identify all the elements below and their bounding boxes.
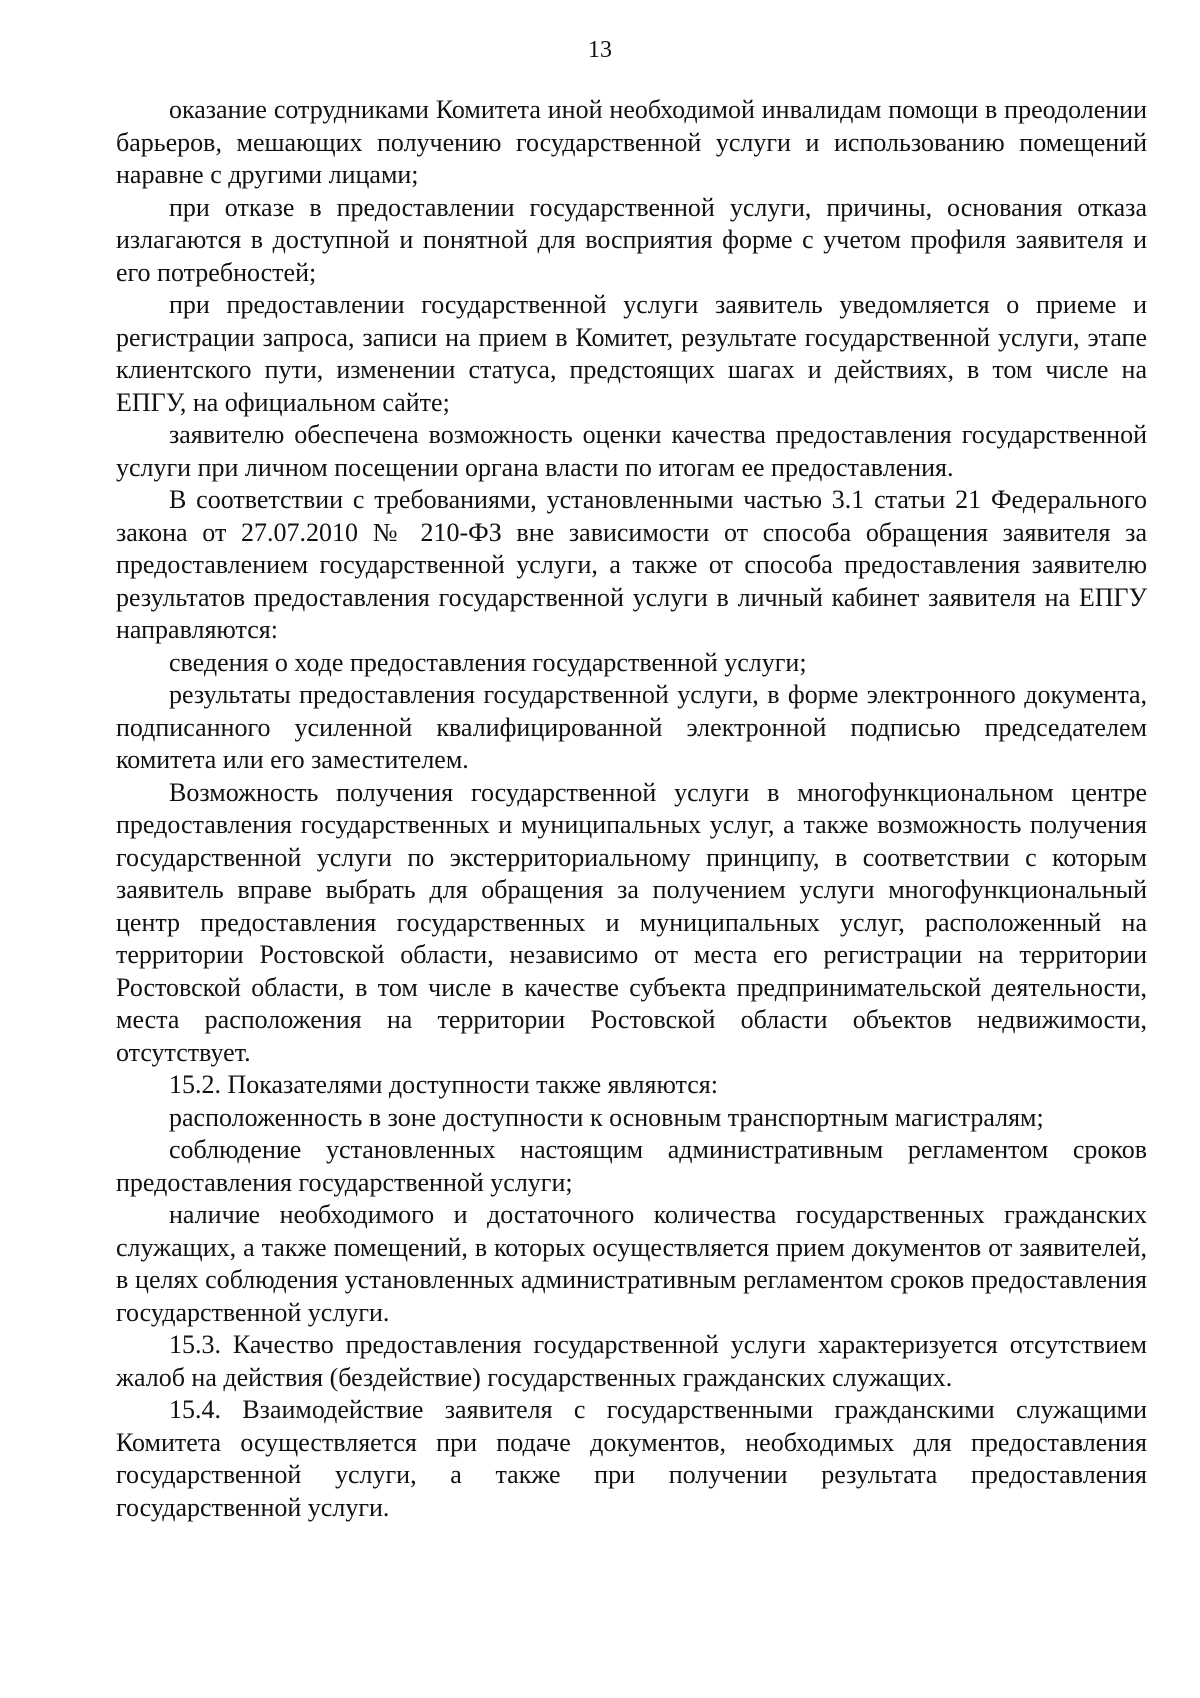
paragraph: наличие необходимого и достаточного количества государственных гражданских служащих, а также помещений, в которых осуществляется прием документов от заявителей, в целях соблюдения установленных административным регламентом сроков предоставления государственной услуги. bbox=[116, 1200, 1147, 1327]
paragraph: В соответствии с требованиями, установленными частью 3.1 статьи 21 Федерального закона от 27.07.2010 № 210-ФЗ вне зависимости от способа обращения заявителя за предоставлением государственной услуги, а также от способа предоставления заявителю результатов предоставления государственной услуги в личный кабинет заявителя на ЕПГУ направляются: bbox=[116, 485, 1147, 644]
page-number: 13 bbox=[588, 37, 612, 63]
paragraph: оказание сотрудниками Комитета иной необходимой инвалидам помощи в преодолении барьеров, мешающих получению государственной услуги и использованию помещений наравне с другими лицами; bbox=[116, 95, 1147, 189]
paragraph: заявителю обеспечена возможность оценки качества предоставления государственной услуги при личном посещении органа власти по итогам ее предоставления. bbox=[116, 420, 1147, 482]
paragraph: результаты предоставления государственной услуги, в форме электронного документа, подписанного усиленной квалифицированной электронной подписью председателем комитета или его заместителем. bbox=[116, 680, 1147, 774]
paragraph: Возможность получения государственной услуги в многофункциональном центре предоставления государственных и муниципальных услуг, а также возможность получения государственной услуги по экстерриториальному принципу, в соответствии с которым заявитель вправе выбрать для обращения за получением услуги многофункциональный центр предоставления государственных и муниципальных услуг, расположенный на территории Ростовской области, независимо от места его регистрации на территории Ростовской области, в том числе в качестве субъекта предпринимательской деятельности, места расположения на территории Ростовской области объектов недвижимости, отсутствует. bbox=[116, 777, 1147, 1067]
paragraph: 15.4. Взаимодействие заявителя с государственными гражданскими служащими Комитета осуществляется при подаче документов, необходимых для предоставления государственной услуги, а также при получении результата предоставления государственной услуги. bbox=[116, 1395, 1147, 1522]
paragraph: соблюдение установленных настоящим административным регламентом сроков предоставления государственной услуги; bbox=[116, 1135, 1147, 1197]
paragraph: 15.2. Показателями доступности также являются: bbox=[169, 1070, 718, 1099]
document-body bbox=[116, 94, 1147, 1524]
paragraph: при отказе в предоставлении государственной услуги, причины, основания отказа излагаются в доступной и понятной для восприятия форме с учетом профиля заявителя и его потребностей; bbox=[116, 192, 1147, 287]
paragraph: расположенность в зоне доступности к основным транспортным магистралям; bbox=[169, 1102, 1044, 1132]
paragraph: при предоставлении государственной услуги заявитель уведомляется о приеме и регистрации запроса, записи на прием в Комитет, результате государственной услуги, этапе клиентского пути, изменении статуса, предстоящих шагах и действиях, в том числе на ЕПГУ, на официальном сайте; bbox=[116, 290, 1147, 417]
paragraph: 15.3. Качество предоставления государственной услуги характеризуется отсутствием жалоб на действия (бездействие) государственных гражданских служащих. bbox=[116, 1330, 1147, 1392]
paragraph: сведения о ходе предоставления государственной услуги; bbox=[169, 647, 807, 677]
